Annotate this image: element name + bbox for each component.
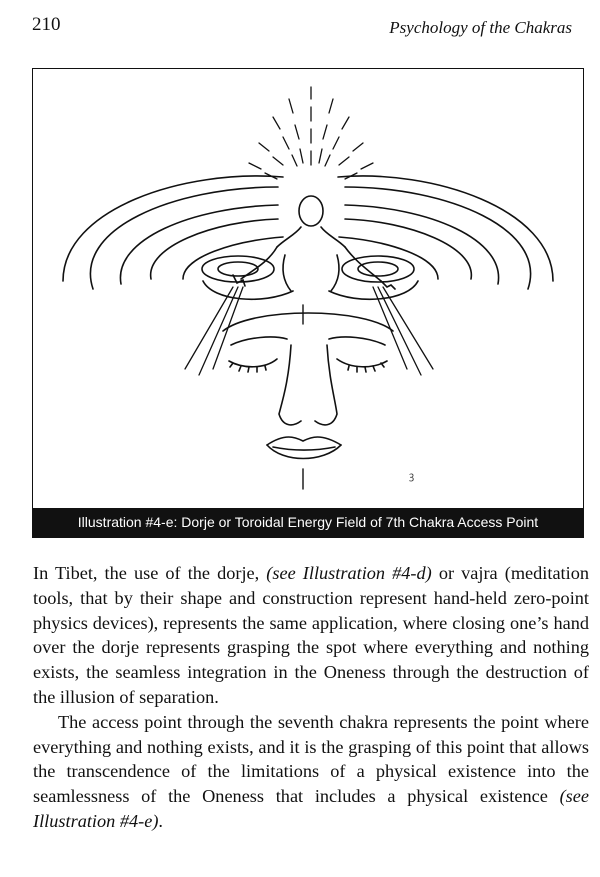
running-head: Psychology of the Chakras [389,18,572,37]
figure-mark: ꝫ [409,471,415,482]
p2-text-b: . [158,810,163,831]
illustration-frame [32,68,584,538]
body-text [33,561,589,834]
p1-reference: (see Illustration #4-d) [266,563,432,583]
face [223,313,393,459]
paragraph-1 [33,561,589,710]
p1-text-a: In Tibet, the use of the dorje, [33,563,267,583]
p2-text-a: The access point through the seventh chakra represents the point where everything and nothing exists, and it is the grasping of this point that allows the transcendence of the limitations of a physical existence into the seamlessness of the Oneness that includes a physical existence [33,711,589,807]
paragraph-2 [33,710,589,834]
p1-text-b: or vajra (meditation tools, that by their shape and construction represent hand-held zero-point physics devices), represents the same application, where closing one’s hand over the dorje represents grasping the spot where everything and nothing exists, the seamless integration in the Oneness through the destruction of the illusion of separation. [33,563,589,707]
seated-figure [233,196,395,291]
chakra-illustration [33,69,585,539]
toroidal-arcs [63,176,553,299]
page-number: 210 [32,14,61,35]
figure-caption: Illustration #4-e: Dorje or Toroidal Energy Field of 7th Chakra Access Point [33,508,583,537]
radiating-rays [249,87,373,179]
p2-reference: (see Illustration #4-e) [33,786,589,831]
